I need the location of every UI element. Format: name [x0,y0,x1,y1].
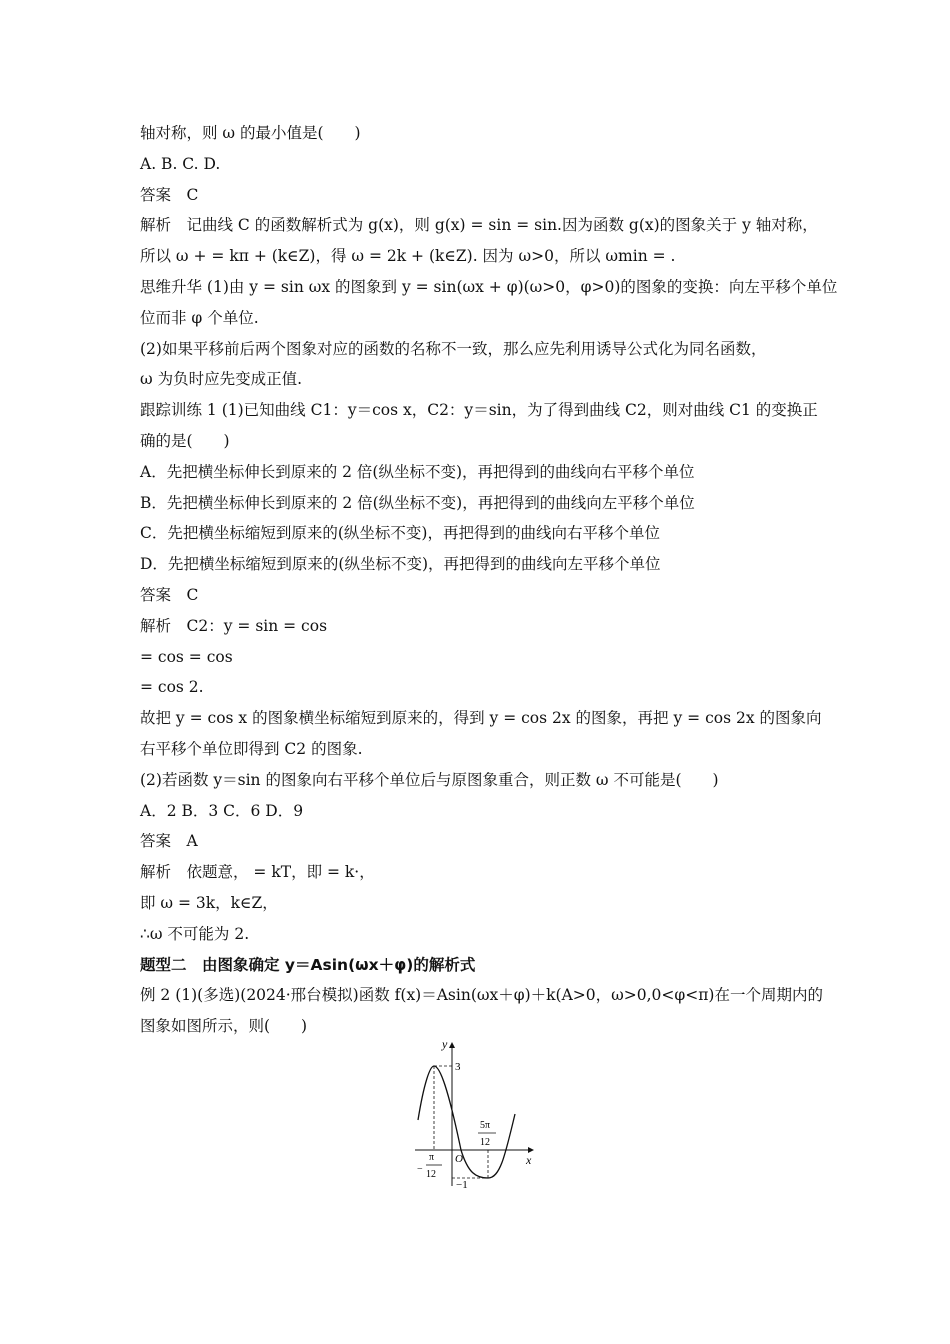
choices-line: A. B. C. D. [140,154,221,173]
y-axis-arrow [449,1042,455,1048]
section-heading: 题型二 由图象确定 y＝Asin(ωx＋φ)的解析式 [140,955,476,974]
text-line: 故把 y = cos x 的图象横坐标缩短到原来的，得到 y = cos 2x 的图象，再把 y = cos 2x 的图象向 [140,709,822,728]
left-tick-numerator: π [429,1152,435,1163]
answer-line: 答案 A [140,832,198,851]
min-value-label: −1 [456,1179,468,1188]
left-tick-sign: − [417,1164,423,1175]
text-line: (2)如果平移前后两个图象对应的函数的名称不一致，那么应先利用诱导公式化为同名函数， [140,339,767,358]
left-tick-denominator: 12 [426,1169,436,1180]
analysis-line: 解析 C2：y = sin = cos [140,616,328,635]
right-tick-denominator: 12 [480,1137,490,1148]
text-line: 右平移个单位即得到 C2 的图象. [140,739,363,758]
example-line: 例 2 (1)(多选)(2024·邢台模拟)函数 f(x)＝Asin(ωx＋φ)＋k(A>0，ω>0,0<φ<π)在一个周期内的 [140,986,823,1005]
x-axis-label: x [526,1153,532,1167]
text-line: 确的是( ) [140,431,230,450]
answer-line: 答案 C [140,185,199,204]
summary-line: 思维升华 (1)由 y = sin ωx 的图象到 y = sin(ωx + φ)(ω>0，φ>0)的图象的变换：向左平移个单位 [140,277,838,296]
option-b: B．先把横坐标伸长到原来的 2 倍(纵坐标不变)，再把得到的曲线向左平移个单位 [140,493,695,512]
choices-line: A．2 B．3 C．6 D．9 [140,801,304,820]
right-tick-numerator: 5π [480,1120,491,1131]
text-line: 图象如图所示，则( ) [140,1017,308,1036]
text-line: ω 为负时应先变成正值. [140,370,302,389]
text-line: = cos 2. [140,678,204,697]
option-d: D．先把横坐标缩短到原来的(纵坐标不变)，再把得到的曲线向左平移个单位 [140,555,661,574]
text-line: 位而非 φ 个单位. [140,308,259,327]
text-line: 即 ω = 3k，k∈Z， [140,893,278,912]
graph-svg [410,1038,540,1188]
origin-label: O [455,1153,463,1165]
exercise-line: 跟踪训练 1 (1)已知曲线 C1：y＝cos x，C2：y＝sin，为了得到曲线 C2，则对曲线 C1 的变换正 [140,401,818,420]
question-line: (2)若函数 y＝sin 的图象向右平移个单位后与原图象重合，则正数 ω 不可能是( ) [140,770,719,789]
analysis-line: 解析 依题意， = kT，即 = k·， [140,863,375,882]
analysis-line: 解析 记曲线 C 的函数解析式为 g(x)，则 g(x) = sin = sin.因为函数 g(x)的图象关于 y 轴对称， [140,216,818,235]
y-axis-label: y [442,1038,448,1051]
text-line: ∴ω 不可能为 2. [140,924,250,943]
document-body [140,118,838,1042]
max-value-label: 3 [455,1061,461,1073]
answer-line: 答案 C [140,585,199,604]
text-line: 所以 ω + = kπ + (k∈Z)，得 ω = 2k + (k∈Z). 因为 ω>0，所以 ωmin = . [140,247,676,266]
function-graph [410,1038,540,1188]
text-line: = cos = cos [140,647,233,666]
text-line: 轴对称，则 ω 的最小值是( ) [140,124,361,142]
option-c: C．先把横坐标缩短到原来的(纵坐标不变)，再把得到的曲线向右平移个单位 [140,524,660,543]
option-a: A．先把横坐标伸长到原来的 2 倍(纵坐标不变)，再把得到的曲线向右平移个单位 [140,462,695,481]
